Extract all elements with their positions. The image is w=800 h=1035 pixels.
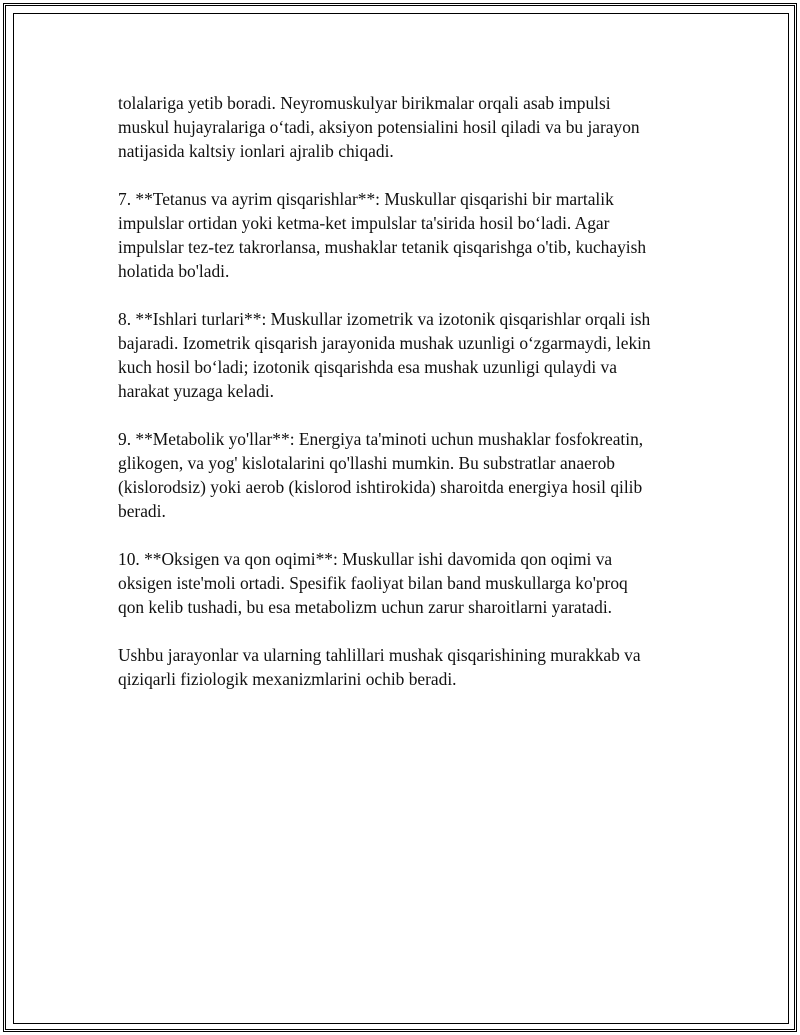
paragraph-tetanus: 7. **Tetanus va ayrim qisqarishlar**: Muskullar qisqarishi bir martalik impulslar ortidan yoki ketma-ket impulslar ta'sirida hosil bo‘ladi. Agar impulslar tez-tez takrorlansa, mushaklar tetanik qisqarishga o'tib, kuchayish holatida bo'ladi. [118,189,647,281]
document-body [118,91,688,715]
paragraph-continuation: tolalariga yetib boradi. Neyromuskulyar birikmalar orqali asab impulsi muskul hujayralariga o‘tadi, aksiyon potensialini hosil qiladi va bu jarayon natijasida kaltsiy ionlari ajralib chiqadi. [118,93,640,161]
paragraph-metabolic-pathways: 9. **Metabolik yo'llar**: Energiya ta'minoti uchun mushaklar fosfokreatin, glikogen, va yog' kislotalarini qo'llashi mumkin. Bu substratlar anaerob (kislorodsiz) yoki aerob (kislorod ishtirokida) sharoitda energiya hosil qilib beradi. [118,429,644,521]
paragraph-conclusion: Ushbu jarayonlar va ularning tahlillari mushak qisqarishining murakkab va qiziqarli fiziologik mexanizmlarini ochib beradi. [118,645,641,689]
paragraph-work-types: 8. **Ishlari turlari**: Muskullar izometrik va izotonik qisqarishlar orqali ish bajaradi. Izometrik qisqarish jarayonida mushak uzunligi o‘zgarmaydi, lekin kuch hosil bo‘ladi; izotonik qisqarishda esa mushak uzunligi qulaydi va harakat yuzaga keladi. [118,309,651,401]
paragraph-oxygen-blood-flow: 10. **Oksigen va qon oqimi**: Muskullar ishi davomida qon oqimi va oksigen iste'moli ortadi. Spesifik faoliyat bilan band muskullarga ko'proq qon kelib tushadi, bu esa metabolizm uchun zarur sharoitlarni yaratadi. [118,549,628,617]
